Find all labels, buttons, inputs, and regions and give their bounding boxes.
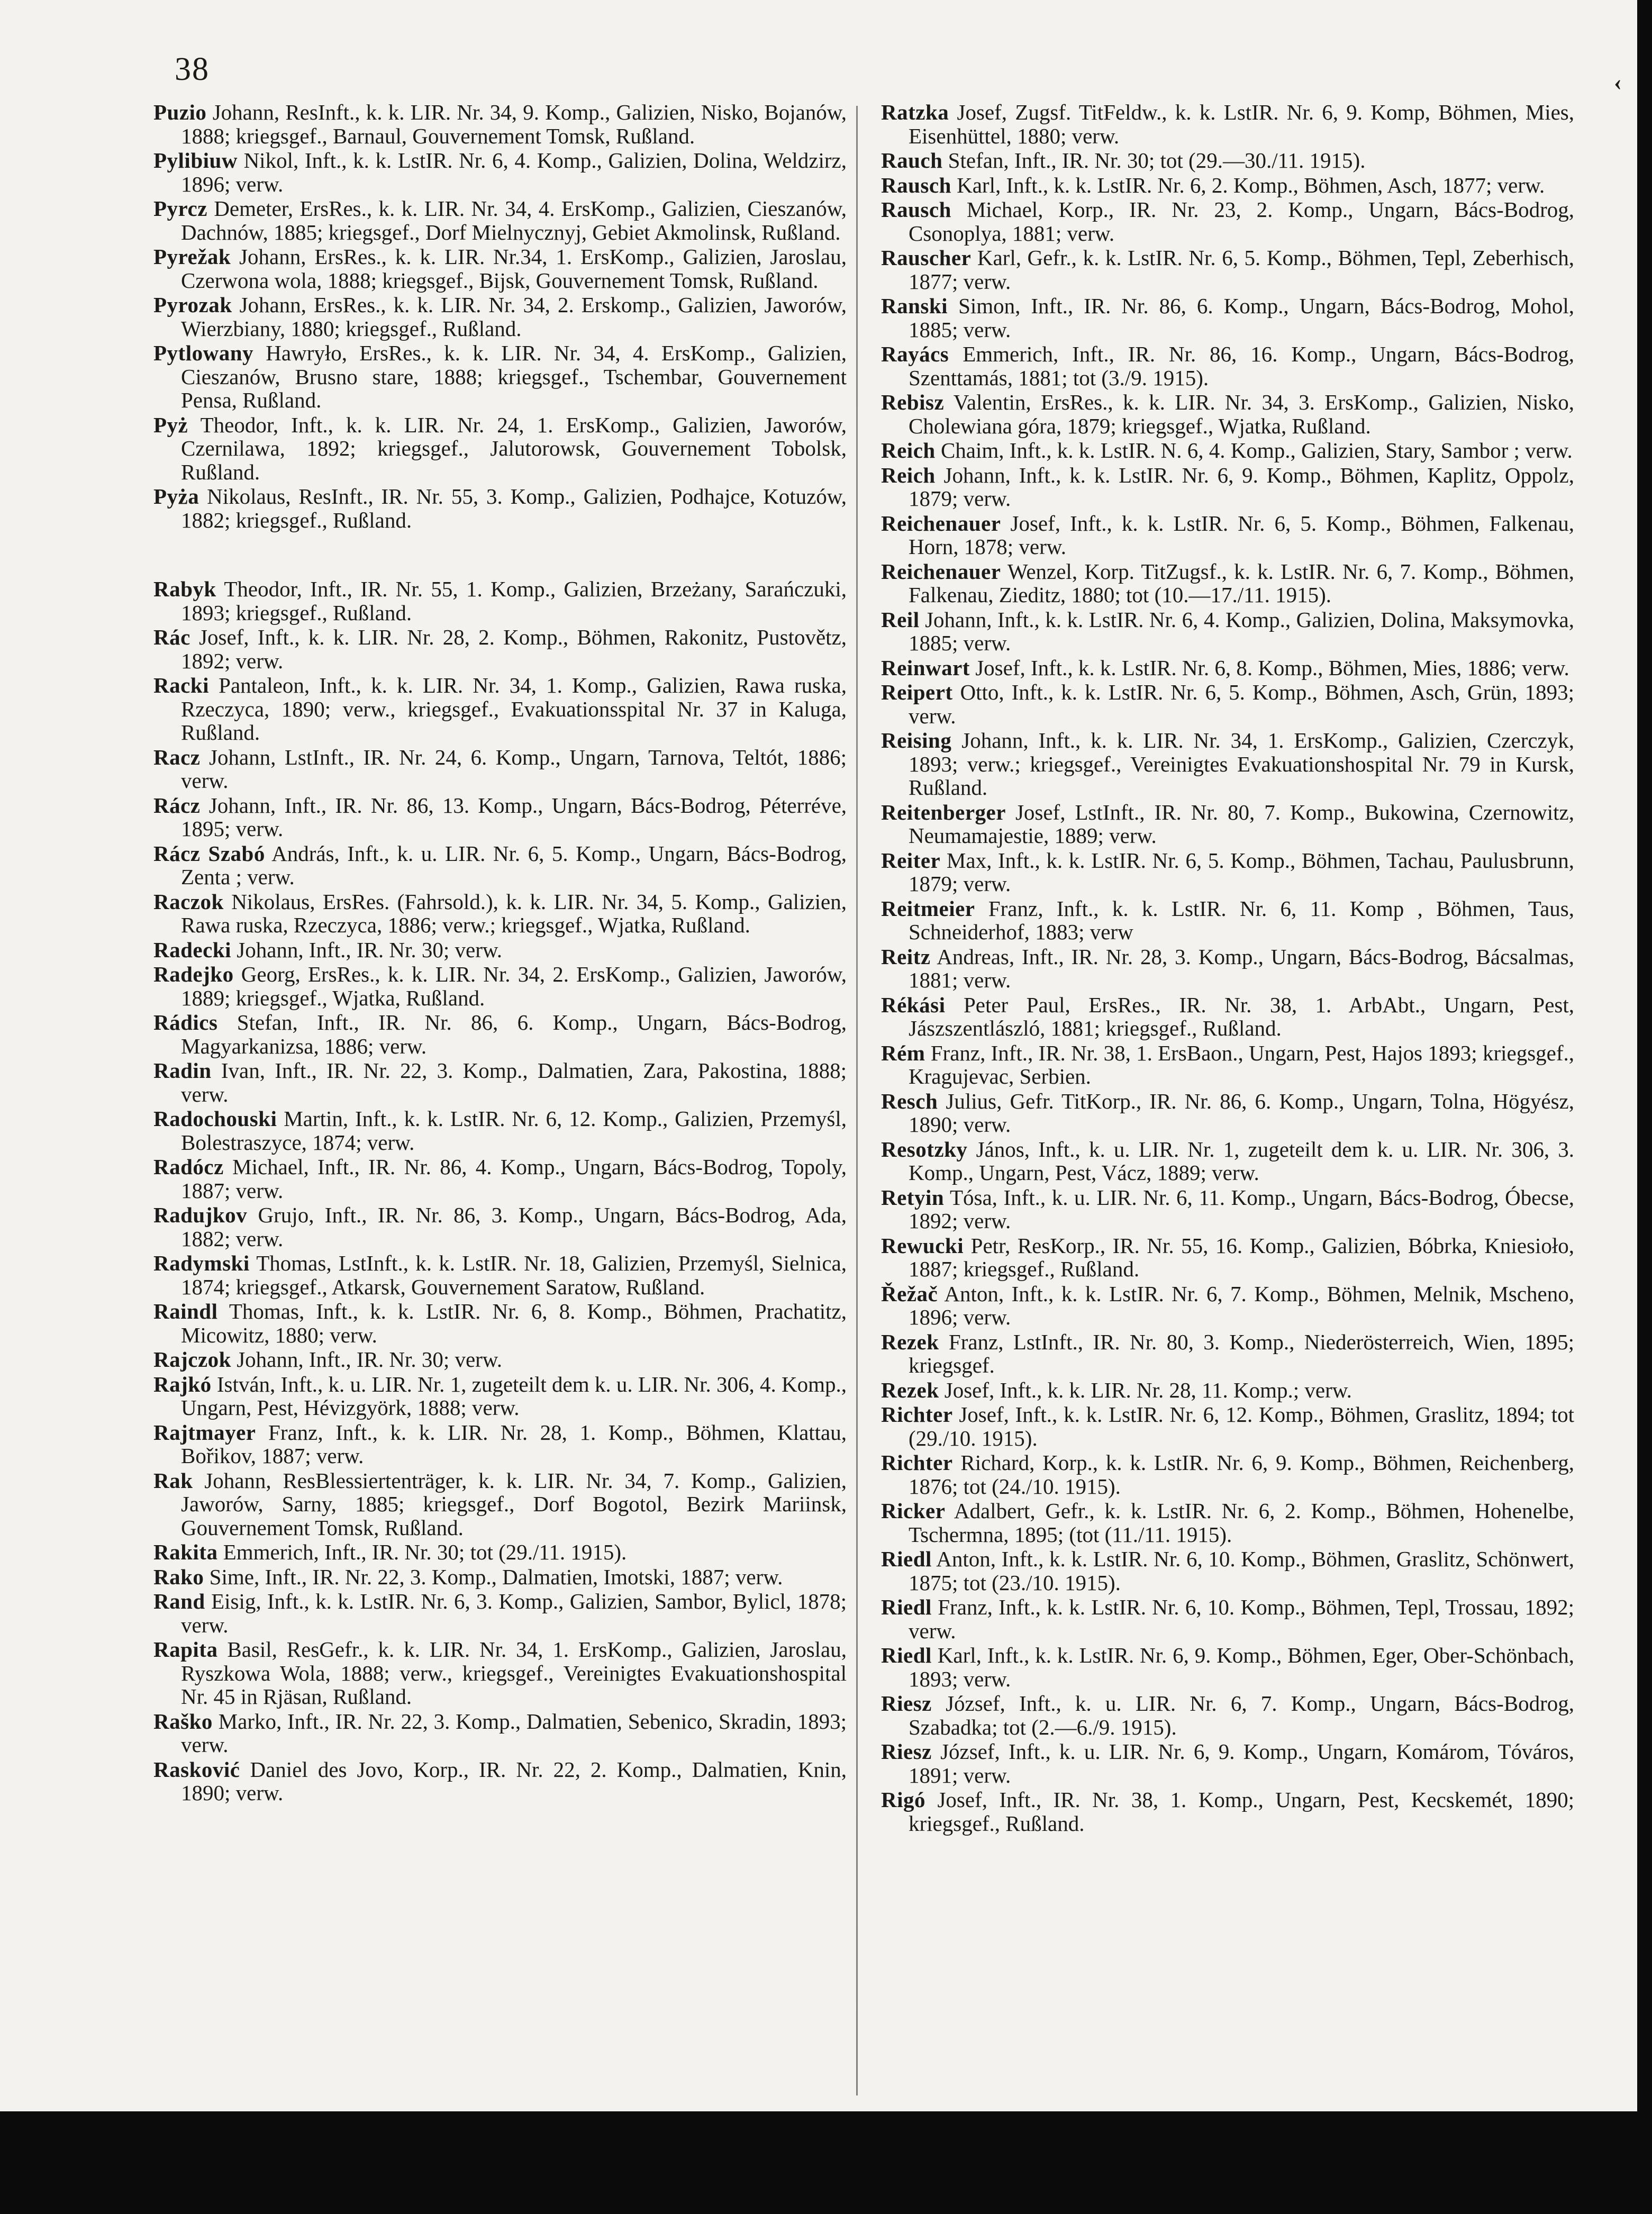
entry-details: Anton, Inft., k. k. LstIR. Nr. 6, 10. Komp., Böhmen, Graslitz, Schönwert, 1875; tot (23./10. 1915). [909,1547,1574,1595]
entry-details: Petr, ResKorp., IR. Nr. 55, 16. Komp., Galizien, Bóbrka, Kniesioło, 1887; kriegsgef., Rußland. [909,1233,1574,1281]
entry-surname: Pyża [153,484,199,509]
entry-details: Johann, ErsRes., k. k. LIR. Nr.34, 1. ErsKomp., Galizien, Jaroslau, Czerwona wola, 1888; kriegsgef., Bijsk, Gouvernement Tomsk, Rußland. [181,244,847,293]
register-entry [153,674,847,745]
entry-details: Martin, Inft., k. k. LstIR. Nr. 6, 12. Komp., Galizien, Przemyśl, Bolestraszyce, 1874; verw. [181,1106,847,1155]
entry-details: Nikol, Inft., k. k. LstIR. Nr. 6, 4. Komp., Galizien, Dolina, Weldzirz, 1896; verw. [181,148,847,196]
entry-details: Josef, Inft., k. k. LIR. Nr. 28, 2. Komp., Böhmen, Rakonitz, Pustovětz, 1892; verw. [181,625,847,673]
entry-details: István, Inft., k. u. LIR. Nr. 1, zugeteilt dem k. u. LIR. Nr. 306, 4. Komp., Ungarn, Pest, Hévizgyörk, 1888; verw. [181,1372,847,1420]
entry-surname: Resotzky [881,1137,968,1162]
entry-surname: Reich [881,438,936,462]
entry-details: Max, Inft., k. k. LstIR. Nr. 6, 5. Komp., Böhmen, Tachau, Paulusbrunn, 1879; verw. [909,848,1574,896]
entry-surname: Raindl [153,1299,218,1323]
entry-surname: Pylibiuw [153,148,238,173]
entry-details: Emmerich, Inft., IR. Nr. 30; tot (29./11. 1915). [223,1540,627,1564]
register-entry [881,1644,1574,1691]
entry-surname: Richter [881,1402,953,1427]
entry-surname: Rebisz [881,390,945,414]
entry-details: Eisig, Inft., k. k. LstIR. Nr. 6, 3. Komp., Galizien, Sambor, Bylicl, 1878; verw. [181,1589,847,1637]
entry-surname: Rajtmayer [153,1420,256,1445]
entry-surname: Řežač [881,1281,938,1306]
register-entry [153,1638,847,1709]
register-entry [881,464,1574,511]
register-entry [881,1138,1574,1185]
register-entry [881,729,1574,800]
entry-surname: Rém [881,1040,925,1065]
entry-surname: Reichenauer [881,511,1001,536]
register-entry [881,897,1574,944]
column-divider [856,106,858,2095]
entry-details: Stefan, Inft., IR. Nr. 30; tot (29.—30./11. 1915). [948,148,1366,173]
scan-edge-right [1637,0,1652,2214]
entry-surname: Raško [153,1709,213,1734]
entry-details: Franz, Inft., k. k. LstIR. Nr. 6, 10. Komp., Böhmen, Tepl, Trossau, 1892; verw. [909,1595,1575,1643]
entry-surname: Rezek [881,1329,939,1354]
register-entry [881,1041,1574,1088]
entry-surname: Radin [153,1058,212,1083]
entry-details: Franz, Inft., k. k. LstIR. Nr. 6, 11. Komp , Böhmen, Taus, Schneiderhof, 1883; verw [909,896,1575,944]
register-entry [881,993,1574,1040]
register-entry [881,801,1574,848]
entry-details: Georg, ErsRes., k. k. LIR. Nr. 34, 2. ErsKomp., Galizien, Jaworów, 1889; kriegsgef., Wjatka, Rußland. [181,962,847,1010]
entry-details: Franz, Inft., k. k. LIR. Nr. 28, 1. Komp., Böhmen, Klattau, Bořikov, 1887; verw. [181,1420,847,1468]
register-entry [153,842,847,889]
register-entry [881,680,1574,728]
entry-details: Otto, Inft., k. k. LstIR. Nr. 6, 5. Komp., Böhmen, Asch, Grün, 1893; verw. [909,680,1574,728]
register-entry [881,1788,1574,1835]
register-entry [153,1011,847,1058]
entry-surname: Reising [881,728,952,752]
entry-surname: Reichenauer [881,559,1001,584]
entry-details: József, Inft., k. u. LIR. Nr. 6, 7. Komp., Ungarn, Bács-Bodrog, Szabadka; tot (2.—6./9. 1915). [909,1691,1575,1739]
entry-surname: Racz [153,745,201,769]
entry-details: Karl, Gefr., k. k. LstIR. Nr. 6, 5. Komp., Böhmen, Tepl, Zeberhisch, 1877; verw. [909,246,1575,294]
entry-surname: Racki [153,673,209,697]
entry-details: Franz, LstInft., IR. Nr. 80, 3. Komp., Niederösterreich, Wien, 1895; kriegsgef. [909,1329,1575,1377]
register-entry [881,1282,1574,1329]
entry-details: Emmerich, Inft., IR. Nr. 86, 16. Komp., Ungarn, Bács-Bodrog, Szenttamás, 1881; tot (3./9. 1915). [909,342,1575,390]
entry-details: Daniel des Jovo, Korp., IR. Nr. 22, 2. Komp., Dalmatien, Knin, 1890; verw. [181,1757,847,1805]
entry-surname: Rakita [153,1540,218,1564]
entry-details: Johann, ErsRes., k. k. LIR. Nr. 34, 2. Erskomp., Galizien, Jaworów, Wierzbiany, 1880; kriegsgef., Rußland. [181,293,847,341]
entry-surname: Reitmeier [881,896,975,921]
entry-surname: Radecki [153,937,231,962]
entry-details: Theodor, Inft., k. k. LIR. Nr. 24, 1. ErsKomp., Galizien, Jaworów, Czernilawa, 1892; kriegsgef., Jalutorowsk, Gouvernement Tobolsk, Rußland. [181,412,847,484]
entry-surname: Reipert [881,680,953,704]
register-entry [881,1403,1574,1450]
entry-surname: Retyin [881,1185,945,1210]
register-entry [881,512,1574,559]
entry-details: Karl, Inft., k. k. LstIR. Nr. 6, 2. Komp., Böhmen, Asch, 1877; verw. [957,173,1545,197]
entry-details: Ivan, Inft., IR. Nr. 22, 3. Komp., Dalmatien, Zara, Pakostina, 1888; verw. [181,1058,847,1106]
register-entry [153,625,847,673]
register-entry [153,1300,847,1347]
entry-details: Josef, Inft., k. k. LstIR. Nr. 6, 12. Komp., Böhmen, Graslitz, 1894; tot (29./10. 1915). [909,1402,1574,1450]
entry-surname: Radejko [153,962,234,986]
entry-surname: Radochouski [153,1106,277,1131]
register-entry [881,849,1574,896]
register-entry [153,963,847,1010]
register-entry [881,294,1574,341]
register-entry [881,560,1574,607]
entry-surname: Reitenberger [881,800,1006,824]
register-entry [881,246,1574,293]
entry-surname: Puzio [153,100,207,124]
register-entry [153,1348,847,1372]
entry-details: Chaim, Inft., k. k. LstIR. N. 6, 4. Komp., Galizien, Stary, Sambor ; verw. [940,438,1573,462]
entry-details: Nikolaus, ErsRes. (Fahrsold.), k. k. LIR. Nr. 34, 5. Komp., Galizien, Rawa ruska, Rzeczyca, 1886; verw.; kriegsgef., Wjatka, Rußland. [181,889,847,937]
entry-surname: Riesz [881,1691,932,1716]
entry-surname: Rapita [153,1637,218,1662]
entry-surname: Rajkó [153,1372,212,1396]
entry-surname: Rauscher [881,246,972,270]
entry-surname: Pyrcz [153,196,207,221]
entry-details: Sime, Inft., IR. Nr. 22, 3. Komp., Dalmatien, Imotski, 1887; verw. [209,1564,783,1589]
entry-surname: Radujkov [153,1203,248,1227]
register-entry [153,1758,847,1805]
register-entry [881,1234,1574,1281]
entry-surname: Riedl [881,1643,932,1667]
register-entry [153,293,847,340]
entry-surname: Rayács [881,342,949,366]
entry-surname: Rand [153,1589,205,1613]
register-entry [153,794,847,841]
entry-details: Josef, Inft., IR. Nr. 38, 1. Komp., Ungarn, Pest, Kecskemét, 1890; kriegsgef., Rußland. [909,1787,1575,1836]
entry-details: Josef, Inft., k. k. LIR. Nr. 28, 11. Komp.; verw. [944,1377,1352,1402]
register-entry [881,1499,1574,1546]
entry-details: Grujo, Inft., IR. Nr. 86, 3. Komp., Ungarn, Bács-Bodrog, Ada, 1882; verw. [181,1203,847,1251]
register-entry [153,413,847,484]
entry-details: Thomas, LstInft., k. k. LstIR. Nr. 18, Galizien, Przemyśl, Sielnica, 1874; kriegsgef., Atkarsk, Gouvernement Saratow, Rußland. [181,1251,847,1299]
register-entry [881,1378,1574,1402]
register-entry [153,485,847,532]
register-entry [881,391,1574,438]
entry-surname: Rékási [881,992,946,1017]
register-entry [153,197,847,244]
entry-surname: Rewucki [881,1233,964,1258]
entry-details: Johann, LstInft., IR. Nr. 24, 6. Komp., Ungarn, Tarnova, Teltót, 1886; verw. [181,745,847,793]
entry-surname: Richter [881,1450,953,1475]
entry-details: József, Inft., k. u. LIR. Nr. 6, 9. Komp., Ungarn, Komárom, Tóváros, 1891; verw. [909,1739,1574,1787]
entry-surname: Ratzka [881,100,949,124]
register-entry [881,1330,1574,1377]
entry-details: Richard, Korp., k. k. LstIR. Nr. 6, 9. Komp., Böhmen, Reichenberg, 1876; tot (24./10. 1915). [909,1450,1574,1499]
register-entry [881,342,1574,389]
entry-details: Johann, Inft., IR. Nr. 86, 13. Komp., Ungarn, Bács-Bodrog, Péterréve, 1895; verw. [181,793,847,841]
entry-surname: Rácz Szabó [153,841,265,866]
register-entry [881,1692,1574,1739]
right-column [881,101,1574,1836]
entry-details: Karl, Inft., k. k. LstIR. Nr. 6, 9. Komp., Böhmen, Eger, Ober-Schönbach, 1893; verw. [909,1643,1574,1691]
register-entry [153,101,847,148]
entry-details: Thomas, Inft., k. k. LstIR. Nr. 6, 8. Komp., Böhmen, Prachatitz, Micowitz, 1880; verw. [181,1299,847,1347]
entry-surname: Reiter [881,848,941,873]
register-entry [881,439,1574,462]
entry-details: Stefan, Inft., IR. Nr. 86, 6. Komp., Ungarn, Bács-Bodrog, Magyarkanizsa, 1886; verw. [181,1010,847,1058]
entry-surname: Reich [881,462,936,487]
entry-details: András, Inft., k. u. LIR. Nr. 6, 5. Komp., Ungarn, Bács-Bodrog, Zenta ; verw. [181,841,847,889]
entry-surname: Rigó [881,1787,925,1812]
entry-details: Johann, ResBlessiertenträger, k. k. LIR. Nr. 34, 7. Komp., Galizien, Jaworów, Sarny, 1885; kriegsgef., Dorf Bogotol, Bezirk Mariinsk, Gouvernement Tomsk, Rußland. [181,1468,847,1540]
entry-surname: Radymski [153,1251,250,1275]
entry-details: Michael, Korp., IR. Nr. 23, 2. Komp., Ungarn, Bács-Bodrog, Csonoplya, 1881; verw. [909,197,1575,246]
entry-surname: Rako [153,1564,204,1589]
entry-details: Nikolaus, ResInft., IR. Nr. 55, 3. Komp., Galizien, Podhajce, Kotuzów, 1882; kriegsgef., Rußland. [181,484,847,532]
register-entry [153,577,847,624]
register-entry [153,890,847,937]
entry-surname: Reinwart [881,655,970,680]
entry-surname: Rezek [881,1377,939,1402]
register-entry [881,1451,1574,1498]
entry-surname: Riedl [881,1547,932,1571]
entry-details: Adalbert, Gefr., k. k. LstIR. Nr. 6, 2. Komp., Böhmen, Hohenelbe, Tschermna, 1895; (tot (11./11. 1915). [909,1499,1574,1547]
entry-surname: Ranski [881,294,948,318]
entry-details: Johann, Inft., k. k. LstIR. Nr. 6, 9. Komp., Böhmen, Kaplitz, Oppolz, 1879; verw. [909,462,1575,511]
entry-details: Michael, Inft., IR. Nr. 86, 4. Komp., Ungarn, Bács-Bodrog, Topoly, 1887; verw. [181,1155,847,1203]
entry-details: Johann, Inft., IR. Nr. 30; verw. [237,1347,503,1372]
register-entry [153,746,847,793]
entry-details: Josef, Zugsf. TitFeldw., k. k. LstIR. Nr. 6, 9. Komp, Böhmen, Mies, Eisenhüttel, 1880; verw. [909,100,1575,148]
register-entry [881,174,1574,197]
scan-edge-bottom [0,2111,1652,2214]
entry-surname: Rabyk [153,577,216,601]
register-entry [881,198,1574,245]
register-entry [153,1421,847,1468]
margin-mark: ‹ [1614,69,1622,95]
entry-details: Josef, Inft., k. k. LstIR. Nr. 6, 8. Komp., Böhmen, Mies, 1886; verw. [975,655,1569,680]
entry-surname: Riedl [881,1595,932,1619]
entry-details: Tósa, Inft., k. u. LIR. Nr. 6, 11. Komp., Ungarn, Bács-Bodrog, Óbecse, 1892; verw. [909,1185,1575,1233]
entry-surname: Rác [153,625,190,649]
entry-details: Simon, Inft., IR. Nr. 86, 6. Komp., Ungarn, Bács-Bodrog, Mohol, 1885; verw. [909,294,1574,342]
entry-surname: Rácz [153,793,201,818]
register-entry [881,149,1574,173]
entry-surname: Rádics [153,1010,218,1035]
entry-surname: Rausch [881,197,951,222]
entry-surname: Radócz [153,1155,224,1179]
entry-details: Julius, Gefr. TitKorp., IR. Nr. 86, 6. Komp., Ungarn, Tolna, Högyész, 1890; verw. [909,1088,1575,1137]
entry-surname: Pyrežak [153,244,231,269]
entry-surname: Ricker [881,1499,946,1523]
entry-details: Josef, Inft., k. k. LstIR. Nr. 6, 5. Komp., Böhmen, Falkenau, Horn, 1878; verw. [909,511,1575,559]
entry-details: Andreas, Inft., IR. Nr. 28, 3. Komp., Ungarn, Bács-Bodrog, Bácsalmas, 1881; verw. [909,944,1574,992]
register-entry [153,1710,847,1757]
register-entry [153,1203,847,1250]
entry-details: Wenzel, Korp. TitZugsf., k. k. LstIR. Nr. 6, 7. Komp., Böhmen, Falkenau, Zieditz, 1880; tot (10.—17./11. 1915). [909,559,1574,607]
register-entry [881,1090,1574,1137]
entry-details: Johann, Inft., k. k. LIR. Nr. 34, 1. ErsKomp., Galizien, Czerczyk, 1893; verw.; kriegsgef., Vereinigtes Evakuationshospital Nr. 79 in Kursk, Rußland. [909,728,1575,800]
entry-surname: Pytlowany [153,341,253,365]
register-entry [881,945,1574,992]
entry-details: Hawryło, ErsRes., k. k. LIR. Nr. 34, 4. ErsKomp., Galizien, Cieszanów, Brusno stare, 1888; kriegsgef., Tschembar, Gouvernement Pensa, Rußland. [181,341,847,412]
entry-details: Anton, Inft., k. k. LstIR. Nr. 6, 7. Komp., Böhmen, Melnik, Mscheno, 1896; verw. [909,1281,1574,1329]
entry-surname: Reitz [881,944,931,969]
register-entry [153,149,847,196]
register-entry [881,101,1574,148]
entry-details: Pantaleon, Inft., k. k. LIR. Nr. 34, 1. Komp., Galizien, Rawa ruska, Rzeczyca, 1890; verw., kriegsgef., Evakuationsspital Nr. 37 in Kaluga, Rußland. [181,673,847,745]
entry-details: Peter Paul, ErsRes., IR. Nr. 38, 1. ArbAbt., Ungarn, Pest, Jászszentlászló, 1881; kriegsgef., Rußland. [909,992,1574,1040]
register-entry [153,1155,847,1202]
register-entry [153,341,847,412]
entry-details: Demeter, ErsRes., k. k. LIR. Nr. 34, 4. ErsKomp., Galizien, Cieszanów, Dachnów, 1885; kriegsgef., Dorf Mielnycznyj, Gebiet Akmolinsk, Rußland. [181,196,847,244]
entry-surname: Rajczok [153,1347,231,1372]
register-entry [881,1595,1574,1643]
entry-surname: Rasković [153,1757,240,1782]
register-entry [153,1373,847,1420]
register-entry [153,1590,847,1637]
entry-surname: Pyrozak [153,293,232,317]
register-entry [881,608,1574,655]
entry-details: Basil, ResGefr., k. k. LIR. Nr. 34, 1. ErsKomp., Galizien, Jaroslau, Ryszkowa Wola, 1888; verw., kriegsgef., Vereinigtes Evakuationshospital Nr. 45 in Rjäsan, Rußland. [181,1637,847,1709]
page-number: 38 [175,51,210,87]
entry-details: János, Inft., k. u. LIR. Nr. 1, zugeteilt dem k. u. LIR. Nr. 306, 3. Komp., Ungarn, Pest, Vácz, 1889; verw. [909,1137,1574,1185]
entry-surname: Riesz [881,1739,932,1764]
entry-details: Johann, Inft., IR. Nr. 30; verw. [237,937,503,962]
entry-details: Theodor, Inft., IR. Nr. 55, 1. Komp., Galizien, Brzeżany, Sarańczuki, 1893; kriegsgef., Rußland. [181,577,847,625]
register-entry [153,1540,847,1564]
entry-surname: Rausch [881,173,951,197]
left-column [153,101,847,1806]
entry-surname: Raczok [153,889,224,914]
register-entry [153,1469,847,1540]
entry-surname: Reil [881,607,920,632]
entry-details: Franz, Inft., IR. Nr. 38, 1. ErsBaon., Ungarn, Pest, Hajos 1893; kriegsgef., Kragujevac, Serbien. [909,1040,1574,1088]
register-entry [881,1547,1574,1594]
entry-details: Johann, ResInft., k. k. LIR. Nr. 34, 9. Komp., Galizien, Nisko, Bojanów, 1888; kriegsgef., Barnaul, Gouvernement Tomsk, Rußland. [181,100,847,148]
entry-surname: Rauch [881,148,943,173]
register-entry [153,1059,847,1106]
register-entry [153,1251,847,1299]
entry-surname: Pyż [153,412,188,437]
register-entry [153,1565,847,1589]
entry-details: Johann, Inft., k. k. LstIR. Nr. 6, 4. Komp., Galizien, Dolina, Maksymovka, 1885; verw. [909,607,1574,655]
register-entry [153,1107,847,1154]
entry-surname: Rak [153,1468,193,1493]
register-entry [881,656,1574,680]
register-entry [153,938,847,962]
entry-details: Valentin, ErsRes., k. k. LIR. Nr. 34, 3. ErsKomp., Galizien, Nisko, Cholewiana góra, 1879; kriegsgef., Wjatka, Rußland. [909,390,1574,438]
entry-details: Marko, Inft., IR. Nr. 22, 3. Komp., Dalmatien, Sebenico, Skradin, 1893; verw. [181,1709,847,1757]
register-entry [881,1740,1574,1787]
entry-details: Josef, LstInft., IR. Nr. 80, 7. Komp., Bukowina, Czernowitz, Neumamajestie, 1889; verw. [909,800,1574,848]
entry-surname: Resch [881,1088,938,1113]
register-entry [153,245,847,292]
register-entry [881,1186,1574,1233]
